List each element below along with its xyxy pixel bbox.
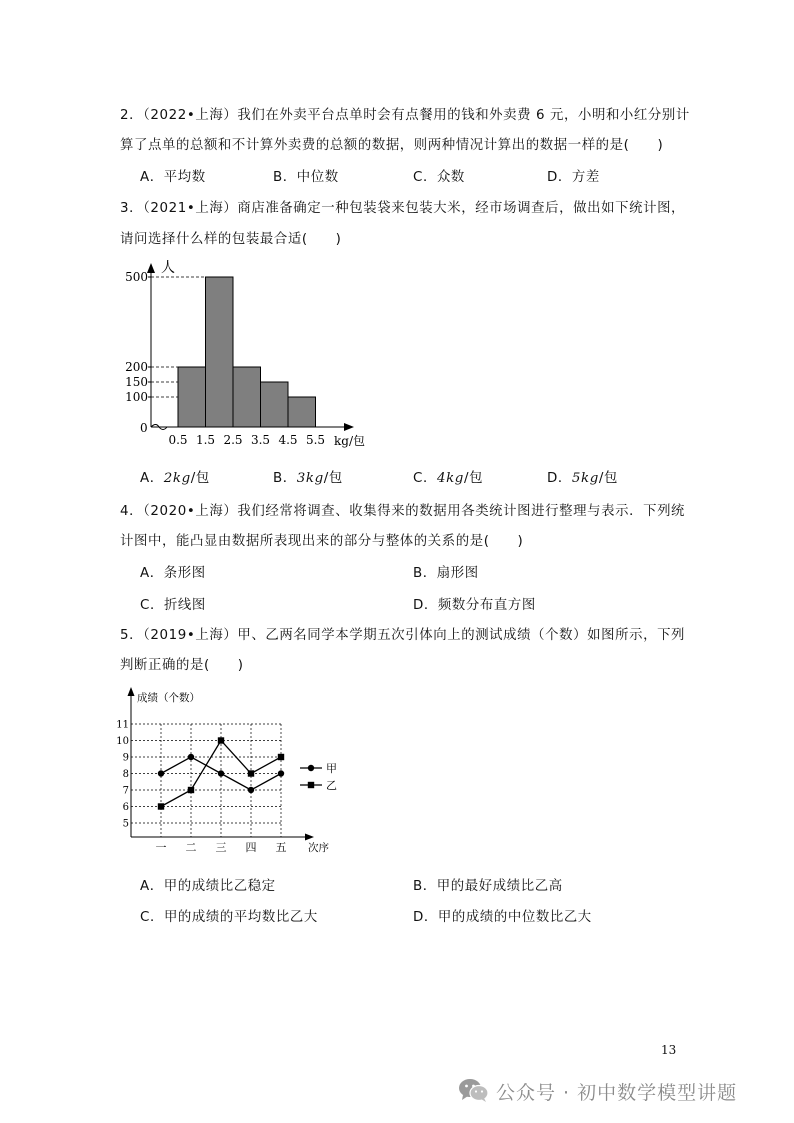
q4-option-a: A．条形图 (140, 566, 206, 581)
q3-option-c: C．4kg/包 (413, 471, 484, 486)
series-1-point-0 (158, 803, 164, 809)
legend-marker-0 (308, 765, 314, 771)
y-axis-label: 成绩（个数） (137, 692, 200, 704)
q4-option-c: C．折线图 (140, 598, 206, 613)
q3-option-b: B．3kg/包 (273, 471, 343, 486)
line-chart (118, 683, 340, 858)
x-tick-label: 2.5 (223, 433, 243, 447)
legend-marker-1 (308, 782, 314, 788)
y-axis-label: 人 (161, 260, 175, 276)
page-number: 13 (661, 1043, 677, 1057)
q5-line2: 判断正确的是( ) (120, 658, 244, 673)
wechat-icon (458, 1077, 490, 1103)
y-axis-arrow (128, 687, 135, 696)
y-axis-arrow (147, 263, 155, 273)
q3-line2: 请问选择什么样的包装最合适( ) (120, 232, 342, 247)
q4-option-b: B．扇形图 (413, 566, 479, 581)
histogram-bar-1 (206, 277, 234, 427)
y-tick-label: 8 (122, 769, 129, 780)
x-axis-arrow (344, 423, 354, 431)
legend-label-1: 乙 (326, 779, 337, 792)
q2-line1: 2．（2022•上海）我们在外卖平台点单时会有点餐用的钱和外卖费 6 元，小明和小红分别计 (120, 108, 690, 123)
series-0-point-1 (188, 754, 194, 760)
y-tick-label: 100 (125, 390, 148, 404)
q5-option-d: D．甲的成绩的中位数比乙大 (413, 910, 592, 925)
y-tick-label: 6 (122, 802, 129, 813)
q4-line2: 计图中，能凸显由数据所表现出来的部分与整体的关系的是( ) (120, 534, 524, 549)
x-tick-label: 二 (185, 841, 197, 854)
y-tick-label: 200 (125, 360, 148, 374)
histogram-bar-3 (261, 382, 289, 427)
x-tick-label: 一 (155, 841, 167, 854)
y-tick-label: 500 (125, 270, 148, 284)
histogram-chart (120, 256, 380, 456)
series-1-point-4 (278, 754, 284, 760)
y-tick-label: 0 (140, 421, 148, 435)
y-tick-label: 11 (116, 719, 129, 731)
y-tick-label: 9 (122, 752, 129, 764)
y-tick-label: 150 (125, 375, 148, 389)
y-tick-label: 5 (122, 818, 129, 830)
q3-line1: 3．（2021•上海）商店准备确定一种包装袋来包装大米，经市场调查后，做出如下统计图， (120, 201, 686, 216)
x-tick-label: 1.5 (195, 433, 216, 447)
histogram-bar-4 (288, 397, 316, 427)
x-tick-label: 3.5 (250, 433, 271, 447)
q2-option-d: D．方差 (547, 170, 600, 185)
series-1-point-2 (218, 737, 224, 743)
x-tick-label: 三 (215, 841, 227, 854)
q2-option-a: A．平均数 (140, 170, 206, 185)
q2-line2: 算了点单的总额和不计算外卖费的总额的数据，则两种情况计算出的数据一样的是( ) (120, 138, 664, 153)
x-tick-label: 四 (245, 841, 257, 854)
x-tick-label: 五 (275, 841, 287, 854)
legend-label-0: 甲 (326, 762, 337, 775)
q5-option-b: B．甲的最好成绩比乙高 (413, 879, 563, 894)
q2-option-c: C．众数 (413, 170, 465, 185)
series-0-point-0 (158, 770, 164, 776)
y-tick-label: 10 (116, 736, 129, 747)
q4-line1: 4．（2020•上海）我们经常将调查、收集得来的数据用各类统计图进行整理与表示．下列统 (120, 504, 686, 519)
q3-option-d: D．5kg/包 (547, 471, 619, 486)
series-0-point-3 (248, 787, 254, 793)
q2-option-b: B．中位数 (273, 170, 339, 185)
series-1-point-1 (188, 787, 194, 793)
q5-option-c: C．甲的成绩的平均数比乙大 (140, 910, 318, 925)
q4-option-d: D．频数分布直方图 (413, 598, 536, 613)
q3-option-a: A．2kg/包 (140, 471, 210, 486)
x-axis-label: 次序 (308, 842, 329, 854)
series-1-point-3 (248, 770, 254, 776)
y-tick-label: 7 (122, 785, 129, 797)
histogram-bar-2 (233, 367, 261, 427)
q5-option-a: A．甲的成绩比乙稳定 (140, 879, 276, 894)
series-0-point-4 (278, 770, 284, 776)
x-tick-label: 0.5 (168, 433, 188, 447)
series-0-point-2 (218, 770, 224, 776)
x-axis-label: kg/包 (334, 434, 365, 448)
watermark-text: 公众号 · 初中数学模型讲题 (496, 1082, 738, 1104)
x-axis-arrow (305, 834, 314, 841)
x-tick-label: 4.5 (278, 433, 298, 447)
histogram-bar-0 (178, 367, 206, 427)
q5-line1: 5．（2019•上海）甲、乙两名同学本学期五次引体向上的测试成绩（个数）如图所示，下列 (120, 628, 686, 643)
x-tick-label: 5.5 (305, 433, 326, 447)
